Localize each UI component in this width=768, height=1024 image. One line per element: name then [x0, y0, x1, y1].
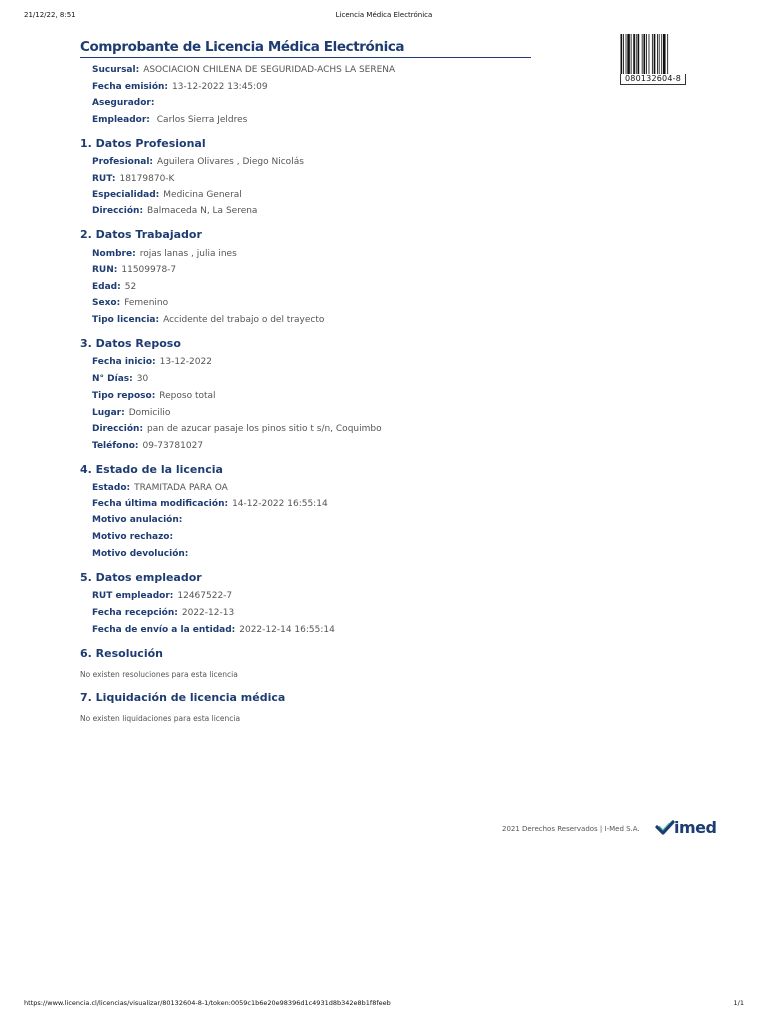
barcode-bar	[661, 34, 662, 74]
field-label: RUN:	[92, 265, 118, 275]
field-label: Dirección:	[92, 424, 144, 434]
field-label: Lugar:	[92, 408, 125, 418]
imed-logo-text: imed	[674, 818, 717, 837]
imed-check-icon	[655, 820, 675, 836]
barcode-bar	[627, 34, 630, 74]
field-label: Motivo rechazo:	[92, 532, 174, 542]
field-rut-empleador	[92, 590, 232, 603]
print-datetime: 21/12/22, 8:51	[24, 11, 76, 19]
field-label: RUT:	[92, 174, 116, 184]
barcode-number: 080132604-8	[620, 74, 686, 85]
field-value: Domicilio	[128, 408, 171, 418]
field-value: pan de azucar pasaje los pinos sitio t s/n, Coquimbo	[147, 424, 382, 434]
field-label: Dirección:	[92, 206, 144, 216]
field-motivo-anulacion	[92, 514, 186, 527]
barcode-bar	[652, 34, 653, 74]
field-value: 13-12-2022 13:45:09	[172, 82, 268, 92]
field-fecha-emision	[92, 81, 268, 94]
barcode-bar	[659, 34, 660, 74]
section-estado-licencia: 4. Estado de la licencia	[80, 463, 223, 476]
field-label: Tipo licencia:	[92, 315, 160, 325]
field-value: 30	[136, 374, 149, 384]
barcode-bars	[620, 34, 686, 74]
print-page-title: Licencia Médica Electrónica	[335, 11, 433, 19]
barcode-bar	[642, 34, 643, 74]
field-direccion-reposo	[92, 423, 382, 436]
barcode-bar	[631, 34, 632, 74]
field-label: Sucursal:	[92, 65, 140, 75]
field-tipo-reposo	[92, 390, 216, 403]
field-value: 12467522-7	[177, 591, 233, 601]
field-profesional	[92, 156, 304, 169]
field-label: Profesional:	[92, 157, 154, 167]
section-datos-reposo: 3. Datos Reposo	[80, 337, 181, 350]
field-value: 52	[124, 282, 137, 292]
barcode-bar	[623, 34, 624, 74]
field-label: RUT empleador:	[92, 591, 174, 601]
copyright-text: 2021 Derechos Reservados | I-Med S.A.	[502, 825, 640, 833]
field-label: N° Días:	[92, 374, 133, 384]
field-lugar	[92, 407, 170, 420]
field-label: Fecha emisión:	[92, 82, 169, 92]
field-value: Reposo total	[159, 391, 216, 401]
print-page-number: 1/1	[733, 999, 744, 1007]
field-value: Aguilera Olivares , Diego Nicolás	[157, 157, 304, 167]
field-value: Carlos Sierra Jeldres	[153, 115, 248, 125]
field-tipo-licencia	[92, 314, 324, 327]
field-direccion-profesional	[92, 205, 257, 218]
section-liquidacion: 7. Liquidación de licencia médica	[80, 691, 286, 704]
field-label: Empleador:	[92, 115, 150, 125]
field-value: 14-12-2022 16:55:14	[232, 499, 328, 509]
section-datos-trabajador: 2. Datos Trabajador	[80, 228, 202, 241]
field-estado	[92, 482, 228, 495]
field-motivo-devolucion	[92, 548, 192, 561]
field-sucursal	[92, 64, 395, 77]
field-label: Fecha última modificación:	[92, 499, 229, 509]
field-value: 11509978-7	[121, 265, 177, 275]
field-sexo	[92, 297, 168, 310]
field-label: Especialidad:	[92, 190, 160, 200]
field-label: Nombre:	[92, 249, 136, 259]
field-label: Sexo:	[92, 298, 121, 308]
field-fecha-ultima-modificacion	[92, 498, 328, 511]
field-label: Fecha recepción:	[92, 608, 178, 618]
field-value: Balmaceda N, La Serena	[147, 206, 258, 216]
field-especialidad	[92, 189, 242, 202]
barcode-bar	[626, 34, 627, 74]
barcode-bar	[633, 34, 635, 74]
field-value: 13-12-2022	[159, 357, 212, 367]
field-value: 2022-12-14 16:55:14	[239, 625, 335, 635]
barcode-bar	[646, 34, 647, 74]
field-label: Estado:	[92, 483, 131, 493]
field-label: Motivo devolución:	[92, 549, 189, 559]
field-rut	[92, 173, 174, 186]
field-value: TRAMITADA PARA OA	[134, 483, 228, 493]
section-datos-profesional: 1. Datos Profesional	[80, 137, 206, 150]
field-label: Fecha de envío a la entidad:	[92, 625, 236, 635]
field-nombre	[92, 248, 237, 261]
field-label: Fecha inicio:	[92, 357, 156, 367]
field-run	[92, 264, 176, 277]
barcode-bar	[663, 34, 666, 74]
field-motivo-rechazo	[92, 531, 177, 544]
imed-logo	[655, 818, 717, 838]
barcode-bar	[657, 34, 658, 74]
print-footer	[24, 999, 744, 1011]
field-empleador	[92, 114, 247, 127]
barcode-bar	[636, 34, 637, 74]
field-value: Femenino	[124, 298, 169, 308]
field-edad	[92, 281, 136, 294]
print-header	[24, 11, 744, 23]
field-label: Edad:	[92, 282, 121, 292]
field-asegurador	[92, 97, 158, 110]
field-value: ASOCIACION CHILENA DE SEGURIDAD-ACHS LA SERENA	[143, 65, 396, 75]
field-label: Asegurador:	[92, 98, 155, 108]
field-numero-dias	[92, 373, 148, 386]
field-label: Tipo reposo:	[92, 391, 156, 401]
resolucion-note: No existen resoluciones para esta licencia	[80, 670, 238, 679]
field-value: Accidente del trabajo o del trayecto	[163, 315, 325, 325]
barcode-bar	[667, 34, 668, 74]
liquidacion-note: No existen liquidaciones para esta licencia	[80, 714, 241, 723]
field-value: rojas lanas , julia ines	[139, 249, 237, 259]
section-datos-empleador: 5. Datos empleador	[80, 571, 202, 584]
barcode-bar	[638, 34, 640, 74]
field-value: 18179870-K	[119, 174, 175, 184]
print-url: https://www.licencia.cl/licencias/visualizar/80132604-8-1/token:0059c1b6e20e98396d1c4931d8b342e8b1f8feeb	[24, 999, 391, 1007]
field-label: Motivo anulación:	[92, 515, 183, 525]
field-value: 09-73781027	[142, 441, 204, 451]
barcode-bar	[643, 34, 645, 74]
field-value: Medicina General	[163, 190, 242, 200]
field-value: 2022-12-13	[181, 608, 235, 618]
field-fecha-envio-entidad	[92, 624, 335, 637]
barcode-bar	[654, 34, 656, 74]
field-fecha-inicio	[92, 356, 212, 369]
field-fecha-recepcion	[92, 607, 234, 620]
field-label: Teléfono:	[92, 441, 139, 451]
document-title: Comprobante de Licencia Médica Electrónica	[80, 39, 531, 58]
barcode-bar	[621, 34, 623, 74]
section-resolucion: 6. Resolución	[80, 647, 163, 660]
barcode	[620, 34, 686, 85]
field-telefono	[92, 440, 203, 453]
barcode-bar	[649, 34, 650, 74]
